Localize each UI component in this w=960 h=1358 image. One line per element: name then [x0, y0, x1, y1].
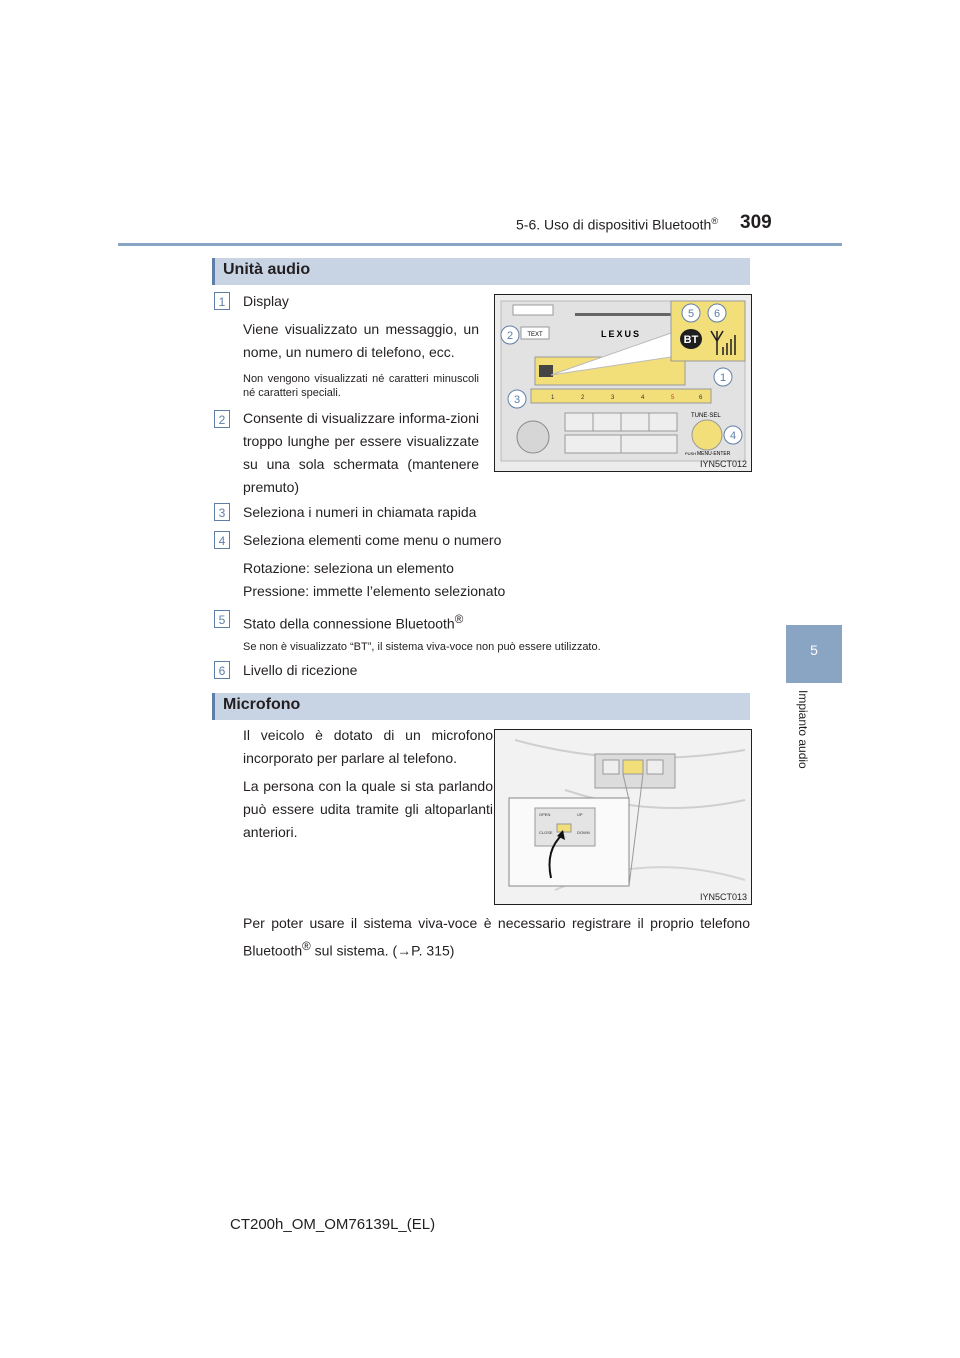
microphone-para-1: Il veicolo è dotato di un microfono incorporato per parlare al telefono.	[243, 727, 493, 766]
preset-label: 5	[671, 395, 675, 401]
bt-label: BT	[683, 334, 699, 346]
overhead-console-illustration	[495, 730, 751, 904]
figure-code: IYN5CT012	[699, 459, 747, 469]
callout-number: 2	[506, 330, 514, 342]
console-label: OPEN	[539, 812, 551, 817]
item-select-text: Seleziona elementi come menu o numero	[243, 532, 502, 548]
section-heading-audio-unit	[212, 258, 750, 285]
para3-reference: sul sistema. (→P. 315)	[310, 942, 455, 959]
section-title: Microfono	[223, 696, 301, 713]
item-bluetooth-status-text: Stato della connessione Bluetooth	[243, 615, 455, 632]
page-number: 309	[740, 212, 772, 233]
microphone-figure	[494, 729, 752, 905]
callout-number: 4	[729, 430, 737, 442]
tune-sel-label: TUNE·SEL	[691, 413, 721, 419]
preset-label: 4	[641, 395, 645, 401]
item-display-text: Display	[243, 293, 289, 309]
item-reception-text: Livello di ricezione	[243, 662, 358, 678]
para3-text: Per poter usare il sistema viva-voce è necessario registrare il proprio telefono Bluetooth	[243, 915, 750, 959]
item-number: 6	[214, 661, 230, 679]
preset-label: 2	[581, 395, 585, 401]
item-number: 2	[214, 410, 230, 428]
push-label: PUSH	[685, 451, 697, 456]
audio-unit-illustration	[495, 295, 751, 471]
registered-mark: ®	[302, 940, 311, 953]
item-number: 5	[214, 610, 230, 628]
item-bluetooth-note: Se non è visualizzato “BT”, il sistema viva-voce non può essere utilizzato.	[243, 641, 601, 653]
header-rule	[118, 243, 842, 246]
microphone-para-3	[243, 912, 750, 963]
item-number: 1	[214, 292, 230, 310]
item-bluetooth-status	[243, 608, 743, 636]
console-label: DOWN	[577, 830, 590, 835]
microphone-location	[623, 760, 643, 774]
item-press-desc: Pressione: immette l’elemento selezionato	[243, 583, 506, 599]
section-title: Unità audio	[223, 261, 311, 278]
tune-knob	[692, 420, 722, 450]
console-label: CLOSE	[539, 830, 553, 835]
text-button-label: TEXT	[527, 332, 543, 338]
item-display-note: Non vengono visualizzati né caratteri minuscoli né caratteri speciali.	[243, 373, 479, 399]
section-heading-microphone	[212, 693, 750, 720]
microphone-para-2: La persona con la quale si sta parlando può essere udita tramite gli altoparlanti anteriori.	[243, 778, 493, 840]
preset-label: 6	[699, 395, 703, 401]
chapter-label: Impianto audio	[796, 690, 810, 769]
item-text-button-desc: Consente di visualizzare informa-zioni troppo lunghe per essere visualizzate su una sola schermata (mantenere premuto)	[243, 410, 479, 495]
preset-label: 3	[611, 395, 615, 401]
running-header	[516, 216, 718, 233]
item-number: 4	[214, 531, 230, 549]
volume-knob	[517, 421, 549, 453]
item-display-desc: Viene visualizzato un messaggio, un nome, un numero di telefono, ecc.	[243, 321, 479, 360]
figure-code: IYN5CT013	[699, 892, 747, 902]
callout-number: 6	[713, 308, 721, 320]
header-section-text: 5-6. Uso di dispositivi Bluetooth	[516, 216, 712, 233]
chapter-tab: 5	[786, 625, 842, 683]
callout-number: 1	[719, 372, 727, 384]
callout-number: 5	[687, 308, 695, 320]
callout-number: 3	[513, 394, 521, 406]
header-registered-mark: ®	[711, 216, 718, 226]
preset-strip	[531, 389, 711, 403]
brand-logo: LEXUS	[601, 329, 642, 339]
preset-label: 1	[551, 395, 555, 401]
item-rotate-desc: Rotazione: seleziona un elemento	[243, 560, 454, 576]
item-speed-dial-text: Seleziona i numeri in chiamata rapida	[243, 504, 477, 520]
console-label: UP	[577, 812, 583, 817]
document-code: CT200h_OM_OM76139L_(EL)	[230, 1216, 436, 1233]
item-number: 3	[214, 503, 230, 521]
registered-mark: ®	[454, 613, 464, 626]
audio-unit-figure	[494, 294, 752, 472]
menu-enter-label: MENU·ENTER	[697, 451, 731, 457]
